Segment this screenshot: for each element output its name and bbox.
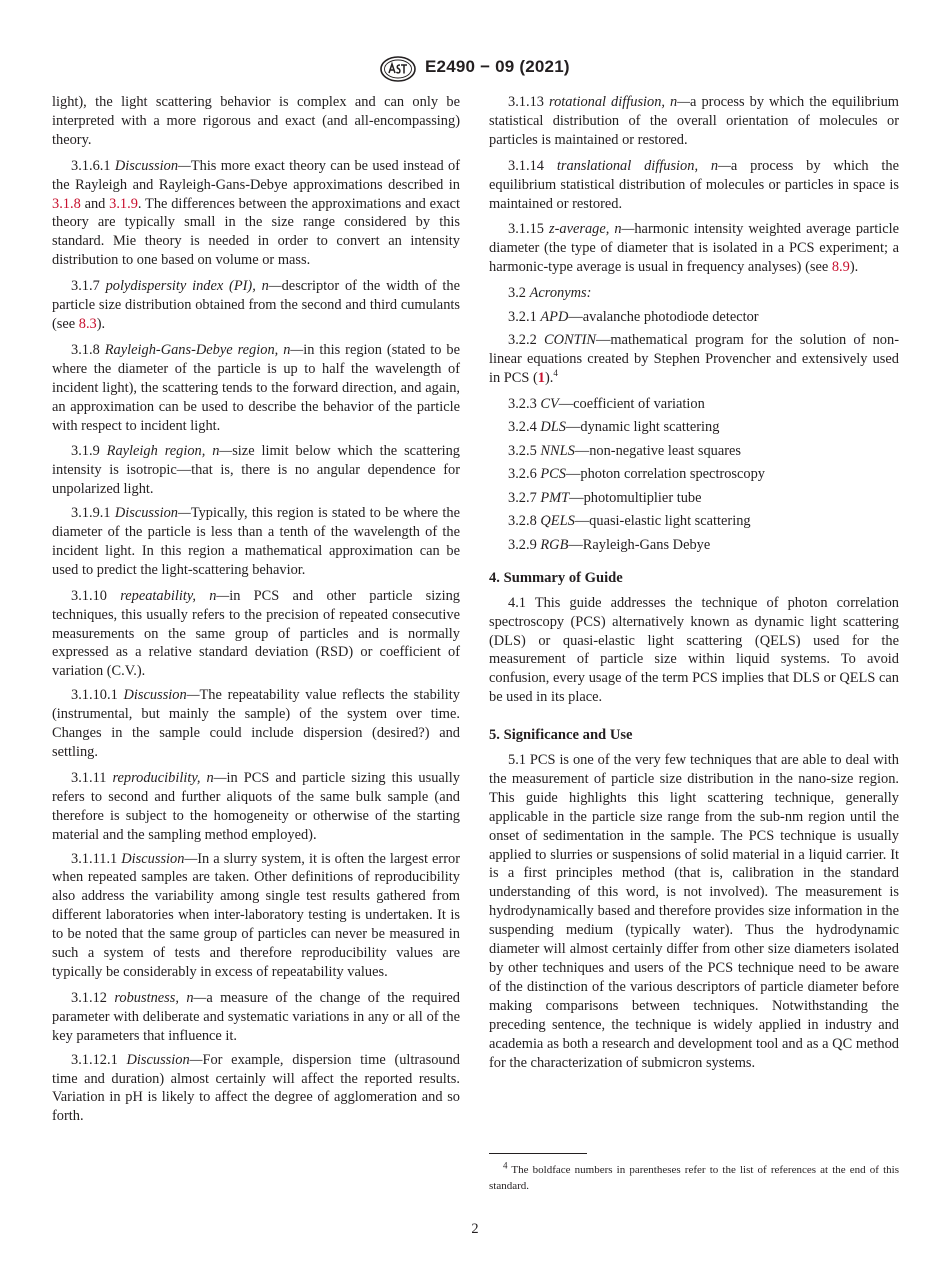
acronym-cv: 3.2.3 CV—coefficient of variation (508, 395, 705, 412)
section-3-1-8: 3.1.8 Rayleigh-Gans-Debye region, n—in this region (stated to be where the diameter of the particle is up to half the wavelength of incident light), the scattering tends to the forward direction, and again, an approximation can be used to describe the behavior of the particle with respect to incident light. (52, 341, 460, 434)
link-3-1-9[interactable]: 3.1.9 (109, 195, 138, 212)
section-5-1: 5.1 PCS is one of the very few techniques that are able to deal with the measurement of particle size distribution in the nano-size region. This guide highlights this light scattering technique, generally applicable in the particle size range from the sub-nm region until the onset of sedimentation in the sample. The PCS technique is usually applied to slurries or suspensions of solid material in a liquid carrier. It is a first principles method (that is, calibration in the standard understanding of this word, is not involved). The measurement is hydrodynamically based and therefore provides size information in the suspending medium (typically water). Thus the hydrodynamic diameter will almost certainly differ from other size diameters isolated by other techniques and users of the PCS technique need to be aware of the distinction of the various descriptors of particle diameter before making comparisons between techniques. Notwithstanding the preceding sentence, the technique is widely applied in industry and academia as both a research and development tool and as a QC method for the characterization of submicron systems. (489, 752, 899, 1071)
link-8-9[interactable]: 8.9 (831, 259, 850, 276)
link-8-3[interactable]: 8.3 (78, 315, 97, 332)
acronym-apd: 3.2.1 APD—avalanche photodiode detector (508, 308, 759, 325)
section-3-1-12-1: 3.1.12.1 Discussion—For example, dispersion time (ultrasound time and duration) almost certainly will affect the reported results. Variation in pH is likely to affect the degree of agglomeration and so forth. (52, 1051, 460, 1125)
acronym-pmt: 3.2.7 PMT—photomultiplier tube (508, 489, 702, 506)
acronym-pcs: 3.2.6 PCS—photon correlation spectroscopy (508, 466, 766, 483)
page-header (0, 56, 950, 82)
heading-significance-and-use: 5. Significance and Use (489, 727, 633, 744)
section-3-1-9: 3.1.9 Rayleigh region, n—size limit below which the scattering intensity is isotropic—that is, there is no angular dependence for unpolarized light. (52, 443, 461, 498)
reference-link-1[interactable]: 1 (537, 369, 545, 386)
footnote-divider (489, 1153, 587, 1154)
page-number: 2 (471, 1221, 479, 1237)
heading-summary-of-guide: 4. Summary of Guide (489, 569, 623, 586)
right-column (489, 93, 899, 1079)
section-3-1-14: 3.1.14 translational diffusion, n—a process by which the equilibrium statistical distribution of molecules or particles in space is maintained or restored. (489, 157, 900, 212)
left-column (52, 93, 460, 1133)
section-3-1-15: 3.1.15 z-average, n—harmonic intensity weighted average particle diameter (the type of diameter that is isolated in a PCS experiment; a harmonic-type average is usual in frequency analyses) (see 8.9). (489, 221, 899, 276)
acronym-qels: 3.2.8 QELS—quasi-elastic light scattering (508, 513, 751, 530)
footnote: $^4$ The boldface numbers in parentheses refer to the list of references at the end of this standard. (489, 1160, 899, 1192)
section-3-1-11: 3.1.11 reproducibility, n—in PCS and particle sizing this usually refers to second and further aliquots of the same bulk sample (and therefore is subject to the homogeneity or otherwise of the starting material and the sampling method employed). (52, 769, 460, 843)
footnote-number: 4 (503, 1160, 508, 1171)
section-3-1-13: 3.1.13 rotational diffusion, n—a process by which the equilibrium statistical distribution of the overall orientation of molecules or particles is maintained or restored. (489, 94, 899, 148)
section-3-1-10: 3.1.10 repeatability, n—in PCS and other particle sizing techniques, this usually refers to the precision of repeated consecutive measurements on the same group of particles and is normally expressed as a relative standard deviation (RSD) or coefficient of variation (C.V.). (52, 587, 460, 680)
section-3-1-10-1: 3.1.10.1 Discussion—The repeatability value reflects the stability (instrumental, but mainly the sample) of the system over time. Changes in the sample could include dispersion (desired?) and settling. (52, 687, 460, 760)
footnote-marker: 4 (553, 368, 558, 379)
section-3-1-6-1: 3.1.6.1 Discussion—This more exact theory can be used instead of the Rayleigh and Rayleigh-Gans-Debye approximations described in 3.1.8 and 3.1.9. The differences between the approximations and exact theory are typically small in the size range considered by this standard. Mie theory is needed in order to convert an intensity distribution to one based on volume or mass. (52, 157, 461, 269)
acronym-rgb: 3.2.9 RGB—Rayleigh-Gans Debye (508, 536, 711, 553)
section-3-1-12: 3.1.12 robustness, n—a measure of the change of the required parameter with deliberate and systematic variations in any or all of the key parameters that influence it. (52, 989, 460, 1044)
section-3-1-11-1: 3.1.11.1 Discussion—In a slurry system, it is often the largest error when repeated samples are taken. Other definitions of reproducibility also address the variability among single test results gathered from different laboratories when inter-laboratory testing is undertaken. It is to be noted that the same group of particles can never be measured in such a system of tests and therefore reproducibility values are typically be considerably in excess of repeatability values. (52, 850, 460, 980)
link-3-1-8[interactable]: 3.1.8 (52, 195, 81, 212)
paragraph-continuation: light), the light scattering behavior is complex and can only be interpreted with a more rigorous and exact (and all-encompassing) theory. (52, 94, 460, 148)
section-3-2: 3.2 Acronyms: (508, 285, 592, 302)
section-4-1: 4.1 This guide addresses the technique of photon correlation spectroscopy (PCS) alternatively known as dynamic light scattering (DLS) or quasi-elastic light scattering (QELS) used for the measurement of particle size within liquid systems. To avoid confusion, every usage of the term PCS implies that DLS or QELS can be used in its place. (489, 594, 899, 706)
acronym-contin: 3.2.2 CONTIN—mathematical program for the solution of non-linear equations created by Stephen Provencher and extensively used in PCS (1).$^4$ (489, 332, 899, 386)
acronym-nnls: 3.2.5 NNLS—non-negative least squares (508, 442, 742, 459)
document-id: E2490 − 09 (2021) (425, 57, 570, 76)
section-3-1-7: 3.1.7 polydispersity index (PI), n—descriptor of the width of the particle size distribution obtained from the second and third cumulants (see 8.3). (52, 278, 461, 332)
acronym-dls: 3.2.4 DLS—dynamic light scattering (508, 419, 720, 436)
astm-logo (380, 56, 416, 82)
section-3-1-9-1: 3.1.9.1 Discussion—Typically, this region is stated to be where the diameter of the particle is less than a tenth of the wavelength of the incident light. In this region a mathematical approximation can be used to predict the light-scattering behavior. (52, 505, 460, 578)
